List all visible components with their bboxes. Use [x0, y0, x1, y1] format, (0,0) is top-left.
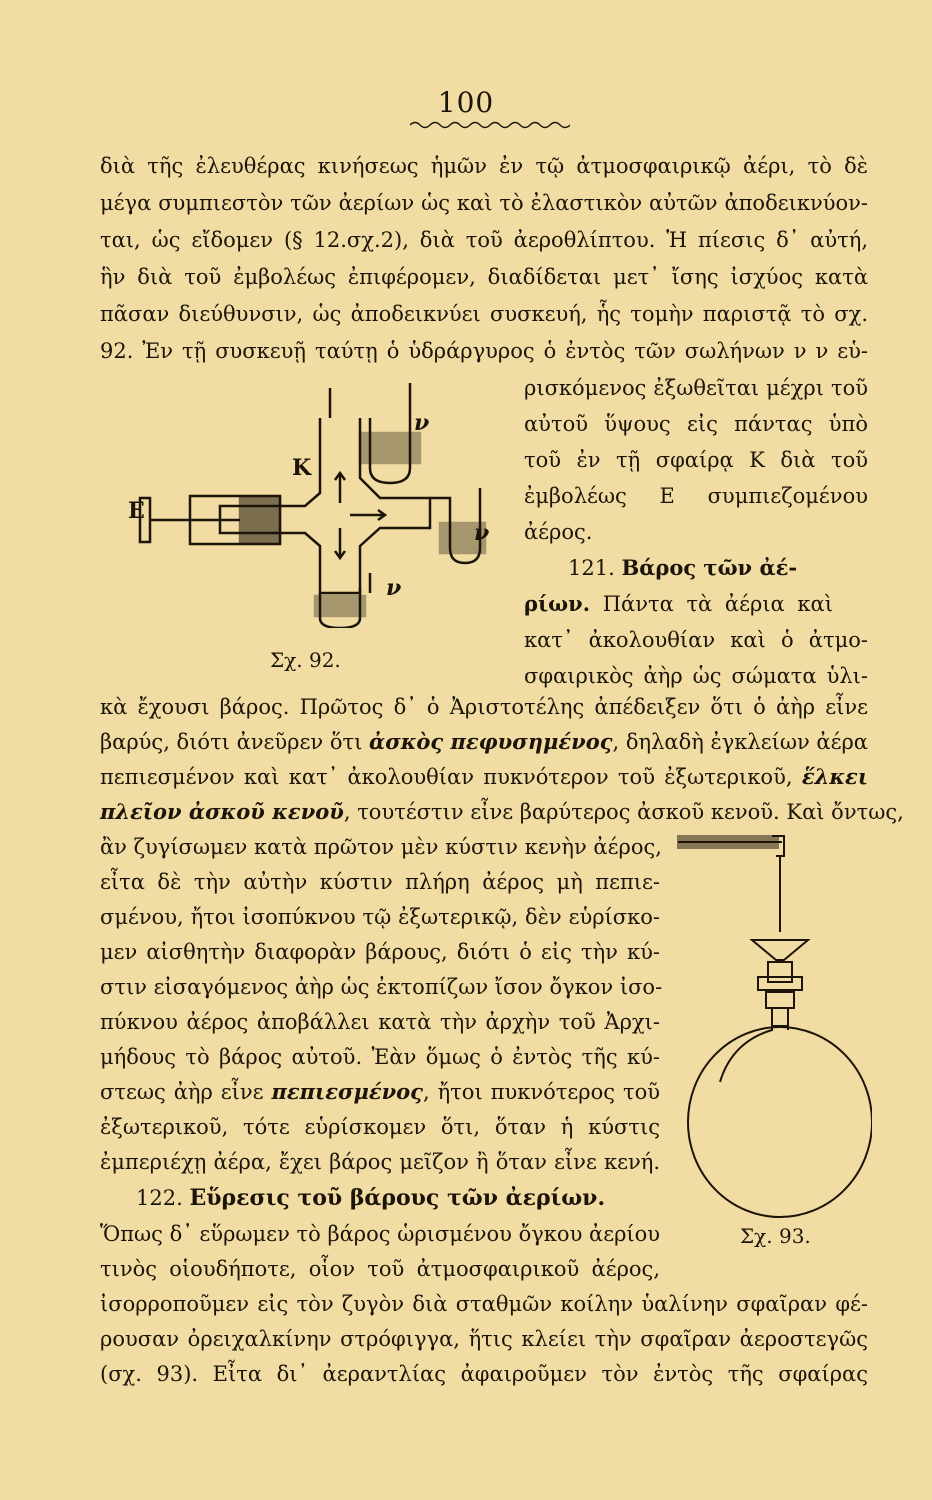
- section-heading-122: [100, 1182, 660, 1214]
- text-line: [100, 1076, 660, 1108]
- section-number: 121.: [568, 556, 615, 580]
- text-line: [100, 796, 904, 828]
- emphasis: ἀσκὸς πεφυσημένος: [369, 729, 613, 754]
- text-line: κὰ ἔχουσι βάρος. Πρῶτος δ᾽ ὁ Ἀριστοτέλης ἀπέδειξεν ὅτι ὁ ἀὴρ εἶνε: [100, 695, 868, 719]
- text-line: μήδους τὸ βάρος αὐτοῦ. Ἐὰν ὅμως ὁ ἐντὸς τῆς κύ-: [100, 1045, 660, 1069]
- text-line: κατ᾽ ἀκολουθίαν καὶ ὁ ἀτμο-: [524, 628, 868, 652]
- text-line: στιν εἰσαγόμενος ἀὴρ ὡς ἐκτοπίζων ἴσον ὄγκον ἰσο-: [100, 975, 663, 999]
- emphasis: πεπιεσμένος: [271, 1079, 423, 1104]
- section-title: Εὕρεσις τοῦ βάρους τῶν ἀερίων.: [189, 1185, 606, 1211]
- text-line: ἣν διὰ τοῦ ἐμβολέως ἐπιφέρομεν, διαδίδεται μετ᾽ ἴσης ἰσχύος κατὰ: [100, 265, 868, 289]
- figure-label-e: Ε: [128, 498, 145, 524]
- text-span: , τουτέστιν εἶνε βαρύτερος ἀσκοῦ κενοῦ. Καὶ ὄντως,: [343, 800, 904, 824]
- text-line: ἐξωτερικοῦ, τότε εὑρίσκομεν ὅτι, ὅταν ἡ κύστις: [100, 1115, 660, 1139]
- text-span: , ἤτοι πυκνότερος τοῦ: [422, 1080, 661, 1104]
- text-line: ἐμβολέως Ε συμπιεζομένου: [524, 484, 868, 508]
- text-line: πᾶσαν διεύθυνσιν, ὡς ἀποδεικνύει συσκευή, ἧς τομὴν παριστᾷ τὸ σχ.: [100, 302, 868, 326]
- figure-label-nu: ν: [414, 410, 430, 436]
- text-line: [100, 761, 868, 793]
- text-line: [524, 588, 868, 620]
- text-line: [100, 726, 868, 758]
- text-line: μέγα συμπιεστὸν τῶν ἀερίων ὡς καὶ τὸ ἐλαστικὸν αὐτῶν ἀποδεικνύον-: [100, 191, 868, 215]
- figure-92-caption: Σχ. 92.: [270, 648, 341, 672]
- text-line: (σχ. 93). Εἶτα δι᾽ ἀεραντλίας ἀφαιροῦμεν τὸν ἐντὸς τῆς σφαίρας: [100, 1362, 868, 1386]
- figure-93-caption: Σχ. 93.: [740, 1224, 811, 1248]
- page-number: 100: [437, 86, 495, 119]
- emphasis: πλεῖον ἀσκοῦ κενοῦ: [100, 799, 344, 824]
- text-line: Ὅπως δ᾽ εὕρωμεν τὸ βάρος ὡρισμένου ὄγκου ἀερίου: [100, 1222, 661, 1246]
- section-title-cont: ρίων.: [524, 591, 591, 616]
- figure-93-glass-sphere: [672, 832, 872, 1222]
- text-line: τοῦ ἐν τῇ σφαίρᾳ Κ διὰ τοῦ: [524, 448, 868, 472]
- text-line: διὰ τῆς ἐλευθέρας κινήσεως ἡμῶν ἐν τῷ ἀτμοσφαιρικῷ ἀέρι, τὸ δὲ: [100, 154, 868, 178]
- text-span: Πάντα τὰ ἀέρια καὶ: [602, 592, 833, 616]
- text-line: μεν αἰσθητὴν διαφορὰν βάρους, διότι ὁ εἰς τὴν κύ-: [100, 940, 660, 964]
- text-line: ἂν ζυγίσωμεν κατὰ πρῶτον μὲν κύστιν κενὴν ἀέρος,: [100, 835, 662, 859]
- text-span: , δηλαδὴ ἐγκλείων ἀέρα: [612, 730, 868, 754]
- wavy-rule-ornament: [410, 120, 570, 130]
- text-line: ἀέρος.: [524, 520, 593, 544]
- figure-92-apparatus: [130, 378, 490, 628]
- figure-label-k: Κ: [292, 455, 312, 481]
- text-line: ται, ὡς εἴδομεν (§ 12.σχ.2), διὰ τοῦ ἀεροθλίπτου. Ἡ πίεσις δ᾽ αὐτή,: [100, 228, 868, 252]
- text-span: πεπιεσμένον καὶ κατ᾽ ἀκολουθίαν πυκνότερον τοῦ ἐξωτερικοῦ,: [100, 765, 793, 789]
- figure-label-nu: ν: [386, 575, 402, 601]
- figure-label-nu: ν: [474, 520, 490, 546]
- section-number: 122.: [136, 1186, 183, 1210]
- text-line: 92. Ἐν τῇ συσκευῇ ταύτῃ ὁ ὑδράργυρος ὁ ἐντὸς τῶν σωλήνων ν ν εὑ-: [100, 339, 868, 363]
- text-line: αὐτοῦ ὕψους εἰς πάντας ὑπὸ: [524, 412, 868, 436]
- text-span: στεως ἀὴρ εἶνε: [100, 1080, 264, 1104]
- text-line: ρισκόμενος ἐξωθεῖται μέχρι τοῦ: [524, 376, 868, 400]
- text-line: ἰσορροποῦμεν εἰς τὸν ζυγὸν διὰ σταθμῶν κοίλην ὑαλίνην σφαῖραν φέ-: [100, 1292, 868, 1316]
- text-line: ρουσαν ὀρειχαλκίνην στρόφιγγα, ἥτις κλείει τὴν σφαῖραν ἀεροστεγῶς: [100, 1327, 868, 1351]
- text-line: εἶτα δὲ τὴν αὐτὴν κύστιν πλήρη ἀέρος μὴ πεπιε-: [100, 870, 660, 894]
- text-line: σφαιρικὸς ἀὴρ ὡς σώματα ὑλι-: [524, 664, 868, 688]
- emphasis: ἕλκει: [801, 764, 868, 789]
- text-line: σμένου, ἤτοι ἰσοπύκνου τῷ ἐξωτερικῷ, δὲν εὑρίσκο-: [100, 905, 660, 929]
- text-line: τινὸς οἱουδήποτε, οἷον τοῦ ἀτμοσφαιρικοῦ ἀέρος,: [100, 1257, 660, 1281]
- text-line: ἐμπεριέχῃ ἀέρα, ἔχει βάρος μεῖζον ἢ ὅταν εἶνε κενή.: [100, 1150, 660, 1174]
- text-line: πύκνου ἀέρος ἀποβάλλει κατὰ τὴν ἀρχὴν τοῦ Ἀρχι-: [100, 1010, 660, 1034]
- section-heading-121: [524, 552, 868, 584]
- section-title: Βάρος τῶν ἀέ-: [621, 555, 798, 580]
- text-span: βαρύς, διότι ἀνεῦρεν ὅτι: [100, 730, 363, 754]
